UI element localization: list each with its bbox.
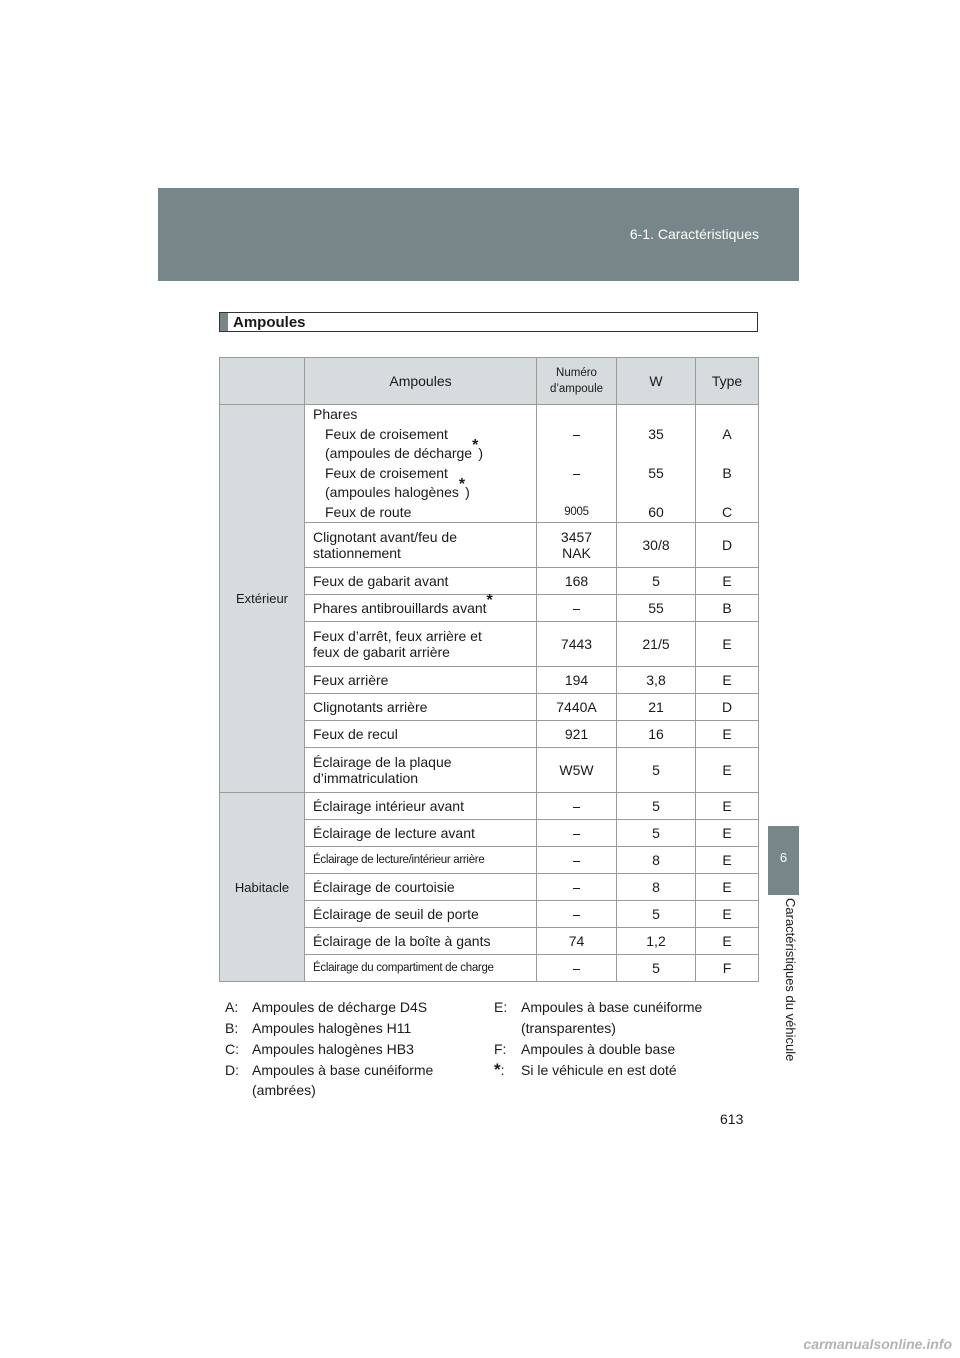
bulb-watt: 5 [617, 820, 696, 847]
bulb-name: Phares antibrouillards avant* [305, 595, 537, 622]
bulb-type: D [696, 694, 759, 721]
paren-close: ) [478, 445, 484, 461]
bulb-number: ⎯ [537, 820, 617, 847]
bulb-number: ⎯ [537, 595, 617, 622]
watermark: carmanualsonline.info [803, 1336, 952, 1352]
low-discharge-line1: Feux de croisement [325, 425, 448, 442]
bulb-name: Clignotants arrière [305, 694, 537, 721]
category-exterior: Extérieur [220, 405, 305, 793]
header-bulbs: Ampoules [305, 358, 537, 405]
section-title-box [219, 312, 758, 332]
header-type: Type [696, 358, 759, 405]
bulb-type: E [696, 901, 759, 928]
bulb-number: 74 [537, 928, 617, 955]
bulb-number: ⎯ [537, 793, 617, 820]
high-beam-line: Feux de route [325, 503, 412, 520]
bulb-name: Éclairage de la plaque d’immatriculation [305, 748, 537, 793]
bulb-number: ⎯ [537, 847, 617, 874]
bulb-name: Éclairage de courtoisie [305, 874, 537, 901]
page-number: 613 [720, 1111, 744, 1127]
low-halogen-text: (ampoules halogènes [325, 484, 459, 500]
bulb-watt: 3,8 [617, 667, 696, 694]
bulb-watt: 5 [617, 568, 696, 595]
bulb-type: E [696, 874, 759, 901]
bulb-number: 194 [537, 667, 617, 694]
bulb-name: Clignotant avant/feu de stationnement [305, 523, 537, 568]
bulb-name: Éclairage de lecture/intérieur arrière [305, 847, 537, 874]
bulb-type: E [696, 721, 759, 748]
bulb-type: F [696, 955, 759, 982]
section-breadcrumb: 6-1. Caractéristiques [629, 226, 759, 242]
low-halogen-line2 [313, 476, 536, 503]
bulb-type: E [696, 793, 759, 820]
asterisk-icon: * [494, 1060, 501, 1079]
bulb-number: 168 [537, 568, 617, 595]
bulb-watt: 5 [617, 901, 696, 928]
title-accent-bar [220, 313, 228, 331]
bulb-name: Éclairage de lecture avant [305, 820, 537, 847]
low-halogen-line1: Feux de croisement [325, 464, 448, 481]
bulbs-table [219, 357, 759, 982]
bulb-watt: 16 [617, 721, 696, 748]
num-low-discharge: ⎯ [573, 425, 580, 442]
bulb-name: Éclairage du compartiment de charge [305, 955, 537, 982]
bulb-name: Éclairage de la boîte à gants [305, 928, 537, 955]
w-low-discharge: 35 [648, 425, 664, 442]
bulb-watt: 5 [617, 748, 696, 793]
num-low-halogen: ⎯ [573, 464, 580, 481]
table-header-row [220, 358, 759, 405]
w-low-halogen: 55 [648, 464, 664, 481]
chapter-tab [768, 826, 799, 895]
bulb-watt: 30/8 [617, 523, 696, 568]
phares-cell [305, 405, 537, 523]
bulb-name: Éclairage intérieur avant [305, 793, 537, 820]
bulb-number: ⎯ [537, 955, 617, 982]
bulb-type: E [696, 847, 759, 874]
bulb-type: E [696, 928, 759, 955]
bulb-type: E [696, 667, 759, 694]
page-header [158, 188, 799, 281]
bulb-watt: 8 [617, 874, 696, 901]
bulb-name: Éclairage de seuil de porte [305, 901, 537, 928]
bulb-number: W5W [537, 748, 617, 793]
bulb-name: Feux de gabarit avant [305, 568, 537, 595]
bulb-number: ⎯ [537, 901, 617, 928]
low-discharge-line2 [313, 437, 536, 464]
header-number: Numéro d’ampoule [537, 358, 617, 405]
bulb-watt: 1,2 [617, 928, 696, 955]
bulb-number: 7440A [537, 694, 617, 721]
bulb-name: Feux d’arrêt, feux arrière et feux de gabarit arrière [305, 622, 537, 667]
bulb-watt: 55 [617, 595, 696, 622]
chapter-number: 6 [779, 850, 788, 865]
table-row [220, 793, 759, 820]
asterisk-icon: * [472, 437, 479, 455]
bulb-type: B [696, 595, 759, 622]
bulb-name: Feux arrière [305, 667, 537, 694]
header-empty [220, 358, 305, 405]
bulb-watt: 5 [617, 955, 696, 982]
type-low-discharge: A [722, 425, 732, 442]
bulb-watt: 21 [617, 694, 696, 721]
section-title: Ampoules [233, 314, 306, 331]
type-low-halogen: B [722, 464, 732, 481]
phares-types [696, 405, 759, 523]
bulb-number: 7443 [537, 622, 617, 667]
phares-watts [617, 405, 696, 523]
table-row [220, 405, 759, 523]
header-w: W [617, 358, 696, 405]
paren-close: ) [465, 484, 470, 500]
bulb-name: Feux de recul [305, 721, 537, 748]
chapter-title: Caractéristiques du véhicule [783, 898, 798, 1062]
bulb-watt: 8 [617, 847, 696, 874]
bulb-type: E [696, 568, 759, 595]
phares-numbers [537, 405, 617, 523]
bulb-type: E [696, 820, 759, 847]
category-interior: Habitacle [220, 793, 305, 982]
w-high: 60 [648, 503, 664, 520]
bulb-type: D [696, 523, 759, 568]
bulb-type: E [696, 622, 759, 667]
bulb-number: 3457 NAK [537, 523, 617, 568]
type-high: C [721, 503, 733, 520]
asterisk-icon: * [486, 592, 493, 610]
bulb-number: 921 [537, 721, 617, 748]
bulb-type: E [696, 748, 759, 793]
num-high: 9005 [564, 505, 589, 518]
bulb-watt: 21/5 [617, 622, 696, 667]
bulb-number: ⎯ [537, 874, 617, 901]
low-discharge-text: (ampoules de décharge [325, 445, 473, 461]
asterisk-icon: * [458, 476, 466, 494]
bulb-watt: 5 [617, 793, 696, 820]
phares-title: Phares [313, 406, 358, 422]
